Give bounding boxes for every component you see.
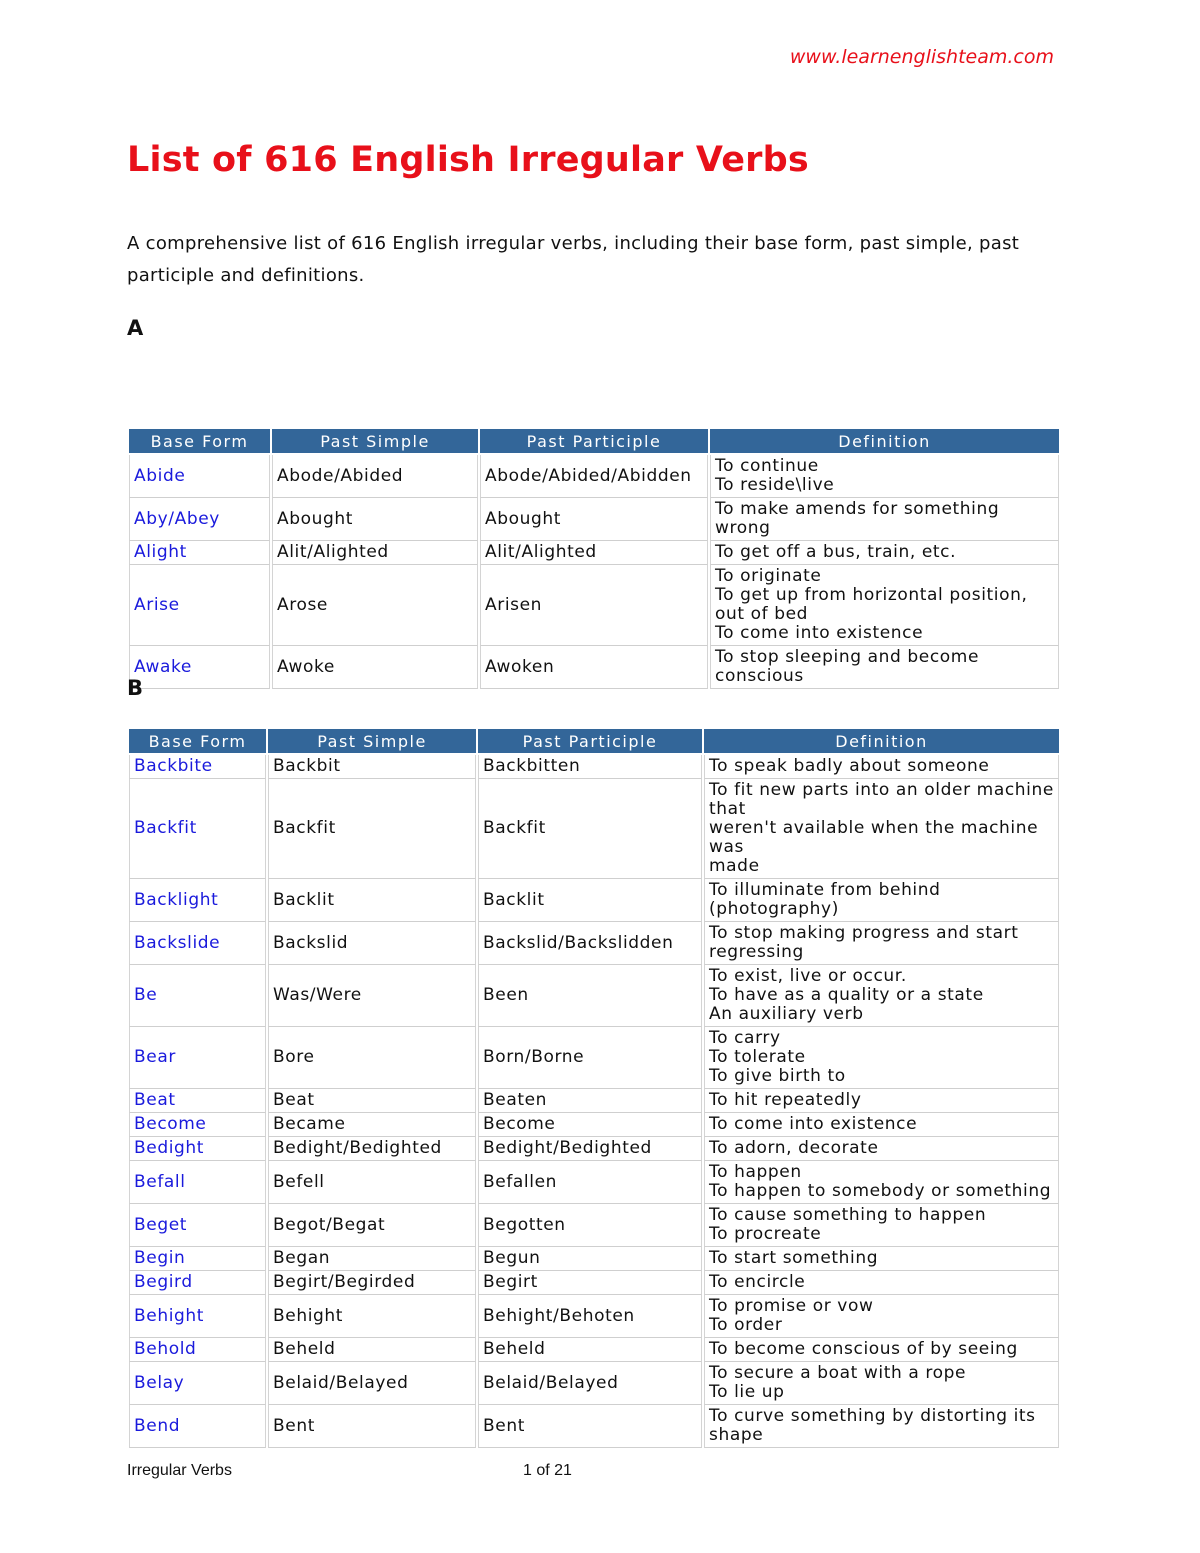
- definition-line: To lie up: [709, 1382, 785, 1402]
- definition-cell: [704, 1027, 1059, 1089]
- table-row: [129, 922, 1059, 965]
- table-row: [129, 1405, 1059, 1448]
- past-participle-cell: Begotten: [478, 1204, 702, 1247]
- past-simple-cell: Befell: [268, 1161, 476, 1204]
- definition-cell: [704, 1362, 1059, 1405]
- past-participle-cell: Bent: [478, 1405, 702, 1448]
- past-participle-cell: Befallen: [478, 1161, 702, 1204]
- definition-cell: [710, 646, 1059, 689]
- base-form-cell[interactable]: Beat: [129, 1089, 266, 1113]
- definition-line: To have as a quality or a state: [709, 985, 984, 1005]
- table-row: [129, 1247, 1059, 1271]
- table-row: [129, 1362, 1059, 1405]
- past-participle-cell: Beaten: [478, 1089, 702, 1113]
- table-row: [129, 879, 1059, 922]
- definition-line: To start something: [709, 1248, 879, 1268]
- past-participle-cell: Become: [478, 1113, 702, 1137]
- past-participle-cell: Abought: [480, 498, 708, 541]
- definition-line: To procreate: [709, 1224, 822, 1244]
- table-row: [129, 779, 1059, 879]
- base-form-cell[interactable]: Become: [129, 1113, 266, 1137]
- past-simple-cell: Bore: [268, 1027, 476, 1089]
- definition-line: To originate: [715, 566, 822, 586]
- table-row: [129, 646, 1059, 689]
- past-simple-cell: Alit/Alighted: [272, 541, 478, 565]
- base-form-cell[interactable]: Bend: [129, 1405, 266, 1448]
- definition-line: To exist, live or occur.: [709, 966, 907, 986]
- past-simple-cell: Awoke: [272, 646, 478, 689]
- base-form-cell[interactable]: Abide: [129, 455, 270, 498]
- definition-cell: [704, 755, 1059, 779]
- definition-cell: [710, 455, 1059, 498]
- definition-cell: [704, 1247, 1059, 1271]
- column-header-past-simple: Past Simple: [272, 429, 478, 455]
- past-simple-cell: Arose: [272, 565, 478, 646]
- past-participle-cell: Backfit: [478, 779, 702, 879]
- past-simple-cell: Begirt/Begirded: [268, 1271, 476, 1295]
- definition-line: To fit new parts into an older machine that: [709, 780, 1054, 819]
- definition-cell: [704, 1089, 1059, 1113]
- past-simple-cell: Beheld: [268, 1338, 476, 1362]
- table-row: [129, 498, 1059, 541]
- definition-cell: [704, 779, 1059, 879]
- past-simple-cell: Behight: [268, 1295, 476, 1338]
- base-form-cell[interactable]: Begird: [129, 1271, 266, 1295]
- column-header-base-form: Base Form: [129, 429, 270, 455]
- table-header-row: [129, 429, 1059, 455]
- table-row: [129, 755, 1059, 779]
- definition-cell: [704, 1204, 1059, 1247]
- base-form-cell[interactable]: Backbite: [129, 755, 266, 779]
- base-form-cell[interactable]: Bedight: [129, 1137, 266, 1161]
- definition-line: To cause something to happen: [709, 1205, 987, 1225]
- intro-paragraph: A comprehensive list of 616 English irregular verbs, including their base form, past simple, past participle and definitions.: [127, 233, 1020, 286]
- column-header-past-simple: Past Simple: [268, 729, 476, 755]
- past-participle-cell: Begirt: [478, 1271, 702, 1295]
- base-form-cell[interactable]: Bear: [129, 1027, 266, 1089]
- table-row: [129, 541, 1059, 565]
- site-url[interactable]: www.learnenglishteam.com: [789, 46, 1054, 68]
- past-simple-cell: Became: [268, 1113, 476, 1137]
- definition-line: To carry: [709, 1028, 781, 1048]
- past-simple-cell: Abode/Abided: [272, 455, 478, 498]
- definition-cell: [704, 1113, 1059, 1137]
- definition-line: To adorn, decorate: [709, 1138, 879, 1158]
- definition-line: To become conscious of by seeing: [709, 1339, 1018, 1359]
- past-participle-cell: Backlit: [478, 879, 702, 922]
- past-simple-cell: Backslid: [268, 922, 476, 965]
- past-simple-cell: Was/Were: [268, 965, 476, 1027]
- definition-cell: [710, 565, 1059, 646]
- definition-line: To secure a boat with a rope: [709, 1363, 967, 1383]
- past-simple-cell: Bedight/Bedighted: [268, 1137, 476, 1161]
- definition-cell: [704, 1295, 1059, 1338]
- table-row: [129, 1089, 1059, 1113]
- definition-line: To come into existence: [715, 623, 924, 643]
- base-form-cell[interactable]: Behold: [129, 1338, 266, 1362]
- definition-cell: [704, 1271, 1059, 1295]
- definition-cell: [704, 922, 1059, 965]
- definition-cell: [704, 965, 1059, 1027]
- definition-line: To get off a bus, train, etc.: [715, 542, 957, 562]
- past-participle-cell: Behight/Behoten: [478, 1295, 702, 1338]
- table-row: [129, 1161, 1059, 1204]
- table-row: [129, 1137, 1059, 1161]
- past-participle-cell: Abode/Abided/Abidden: [480, 455, 708, 498]
- past-simple-cell: Abought: [272, 498, 478, 541]
- definition-line: To happen: [709, 1162, 802, 1182]
- definition-line: To get up from horizontal position, out of bed: [715, 585, 1028, 624]
- base-form-cell[interactable]: Alight: [129, 541, 270, 565]
- definition-cell: [710, 541, 1059, 565]
- table-row: [129, 455, 1059, 498]
- definition-line: To hit repeatedly: [709, 1090, 862, 1110]
- past-participle-cell: Alit/Alighted: [480, 541, 708, 565]
- verbs-table-a: [127, 429, 1061, 689]
- base-form-cell[interactable]: Backfit: [129, 779, 266, 879]
- definition-cell: [704, 879, 1059, 922]
- past-participle-cell: Bedight/Bedighted: [478, 1137, 702, 1161]
- table-row: [129, 565, 1059, 646]
- table-row: [129, 965, 1059, 1027]
- table-row: [129, 1027, 1059, 1089]
- past-participle-cell: Backbitten: [478, 755, 702, 779]
- base-form-cell[interactable]: Befall: [129, 1161, 266, 1204]
- definition-cell: [704, 1161, 1059, 1204]
- section-heading-b: B: [127, 676, 144, 700]
- definition-line: To make amends for something wrong: [715, 499, 1000, 538]
- past-simple-cell: Belaid/Belayed: [268, 1362, 476, 1405]
- definition-cell: [704, 1338, 1059, 1362]
- page-title: List of 616 English Irregular Verbs: [127, 140, 809, 180]
- column-header-past-participle: Past Participle: [480, 429, 708, 455]
- base-form-cell[interactable]: Behight: [129, 1295, 266, 1338]
- base-form-cell[interactable]: Belay: [129, 1362, 266, 1405]
- table-row: [129, 1295, 1059, 1338]
- base-form-cell[interactable]: Beget: [129, 1204, 266, 1247]
- definition-line: To stop sleeping and become conscious: [715, 647, 980, 686]
- section-heading-a: A: [127, 316, 144, 340]
- past-participle-cell: Awoken: [480, 646, 708, 689]
- past-participle-cell: Arisen: [480, 565, 708, 646]
- base-form-cell[interactable]: Backlight: [129, 879, 266, 922]
- past-simple-cell: Bent: [268, 1405, 476, 1448]
- definition-line: To stop making progress and start regressing: [709, 923, 1019, 962]
- table-row: [129, 1271, 1059, 1295]
- base-form-cell[interactable]: Arise: [129, 565, 270, 646]
- past-participle-cell: Beheld: [478, 1338, 702, 1362]
- definition-line: To tolerate: [709, 1047, 806, 1067]
- footer-document-name: Irregular Verbs: [127, 1462, 232, 1479]
- definition-line: weren't available when the machine was: [709, 818, 1039, 857]
- past-simple-cell: Backbit: [268, 755, 476, 779]
- past-simple-cell: Begot/Begat: [268, 1204, 476, 1247]
- past-participle-cell: Backslid/Backslidden: [478, 922, 702, 965]
- base-form-cell[interactable]: Begin: [129, 1247, 266, 1271]
- definition-line: To give birth to: [709, 1066, 846, 1086]
- verbs-table-b: [127, 729, 1061, 1448]
- base-form-cell[interactable]: Backslide: [129, 922, 266, 965]
- table-header-row: [129, 729, 1059, 755]
- definition-cell: [704, 1405, 1059, 1448]
- table-row: [129, 1204, 1059, 1247]
- past-simple-cell: Began: [268, 1247, 476, 1271]
- definition-line: To happen to somebody or something: [709, 1181, 1052, 1201]
- past-participle-cell: Belaid/Belayed: [478, 1362, 702, 1405]
- definition-line: To speak badly about someone: [709, 756, 990, 776]
- table-row: [129, 1113, 1059, 1137]
- column-header-past-participle: Past Participle: [478, 729, 702, 755]
- past-simple-cell: Backfit: [268, 779, 476, 879]
- table-row: [129, 1338, 1059, 1362]
- column-header-definition: Definition: [710, 429, 1059, 455]
- base-form-cell[interactable]: Aby/Abey: [129, 498, 270, 541]
- definition-line: To continue: [715, 456, 819, 476]
- column-header-base-form: Base Form: [129, 729, 266, 755]
- past-simple-cell: Backlit: [268, 879, 476, 922]
- definition-line: To reside\live: [715, 475, 835, 495]
- definition-line: To promise or vow: [709, 1296, 874, 1316]
- definition-line: made: [709, 856, 760, 876]
- column-header-definition: Definition: [704, 729, 1059, 755]
- definition-cell: [710, 498, 1059, 541]
- definition-line: An auxiliary verb: [709, 1004, 864, 1024]
- past-participle-cell: Been: [478, 965, 702, 1027]
- definition-line: To illuminate from behind (photography): [709, 880, 941, 919]
- past-participle-cell: Begun: [478, 1247, 702, 1271]
- definition-cell: [704, 1137, 1059, 1161]
- definition-line: To curve something by distorting its shape: [709, 1406, 1036, 1445]
- definition-line: To encircle: [709, 1272, 806, 1292]
- definition-line: To come into existence: [709, 1114, 918, 1134]
- footer-page-number: 1 of 21: [523, 1462, 572, 1479]
- definition-line: To order: [709, 1315, 783, 1335]
- past-simple-cell: Beat: [268, 1089, 476, 1113]
- base-form-cell[interactable]: Be: [129, 965, 266, 1027]
- past-participle-cell: Born/Borne: [478, 1027, 702, 1089]
- base-form-cell[interactable]: Awake: [129, 646, 270, 689]
